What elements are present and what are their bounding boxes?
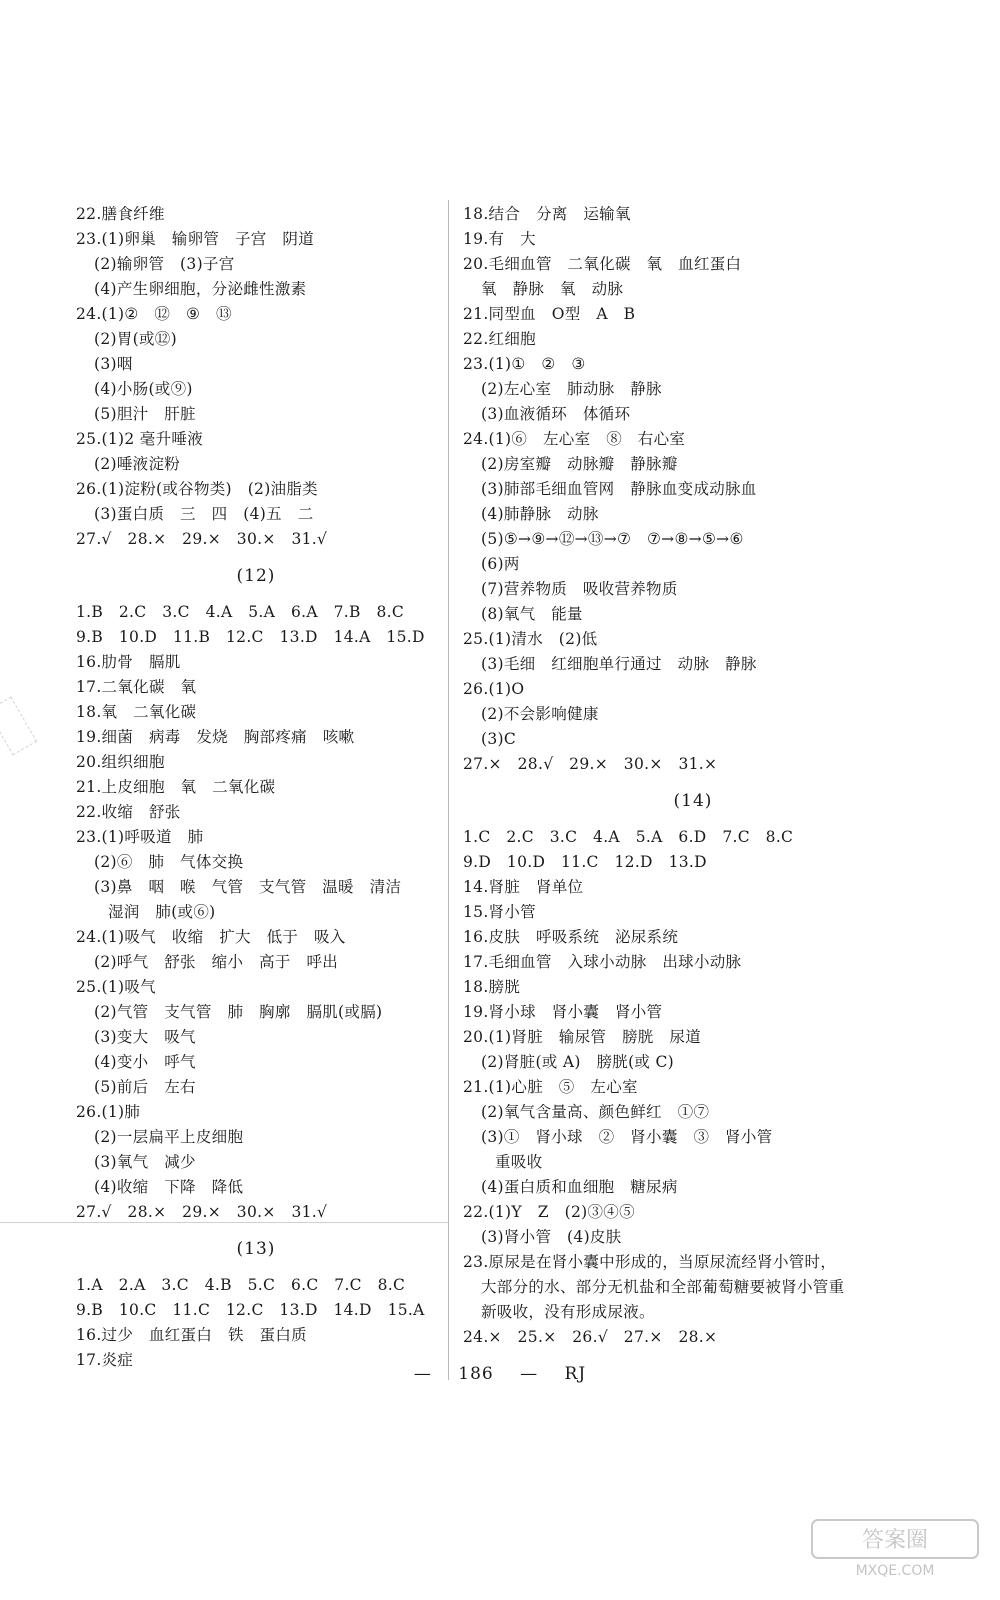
- answer-subline: (3)变大 吸气: [94, 1028, 196, 1046]
- answer-line: 19.肾小球 肾小囊 肾小管: [463, 1003, 663, 1021]
- answer-line: 24.(1)⑥ 左心室 ⑧ 右心室: [463, 430, 686, 448]
- answer-subline: (6)两: [481, 555, 520, 573]
- answer-line: 23.(1)卵巢 输卵管 子宫 阴道: [76, 230, 315, 248]
- answer-subline: (2)输卵管 (3)子宫: [94, 255, 235, 273]
- page-footer: [0, 1364, 1000, 1384]
- footer-dash-left: —: [413, 1364, 432, 1384]
- answer-line: 22.收缩 舒张: [76, 803, 181, 821]
- answer-line: 16.皮肤 呼吸系统 泌尿系统: [463, 928, 679, 946]
- answer-line: 1.B 2.C 3.C 4.A 5.A 6.A 7.B 8.C: [76, 603, 405, 621]
- answer-subline: (3)鼻 咽 喉 气管 支气管 温暖 清洁: [94, 878, 402, 896]
- answer-line: 24.× 25.× 26.√ 27.× 28.×: [463, 1328, 718, 1346]
- answer-subline: (4)肺静脉 动脉: [481, 505, 599, 523]
- answer-line: 20.(1)肾脏 输尿管 膀胱 尿道: [463, 1028, 702, 1046]
- left-column: [76, 202, 436, 1373]
- answer-line: 25.(1)清水 (2)低: [463, 630, 598, 648]
- answer-line: 21.(1)心脏 ⑤ 左心室: [463, 1078, 638, 1096]
- answer-line: 15.肾小管: [463, 903, 536, 921]
- answer-subline: (3)C: [481, 730, 517, 748]
- answer-subline: (2)氧气含量高、颜色鲜红 ①⑦: [481, 1103, 710, 1121]
- page-number: 186: [458, 1364, 494, 1384]
- answer-subline: (4)变小 呼气: [94, 1053, 196, 1071]
- answer-line: 1.C 2.C 3.C 4.A 5.A 6.D 7.C 8.C: [463, 828, 794, 846]
- answer-subline: (2)胃(或⑫): [94, 330, 177, 348]
- footer-dash-right: —: [520, 1364, 539, 1384]
- answer-line: 26.(1)肺: [76, 1103, 141, 1121]
- answer-subline: (4)蛋白质和血细胞 糖尿病: [481, 1178, 678, 1196]
- answer-subline: (3)蛋白质 三 四 (4)五 二: [94, 505, 314, 523]
- answer-subline: (5)胆汁 肝脏: [94, 405, 196, 423]
- answer-line: 20.毛细血管 二氧化碳 氧 血红蛋白: [463, 255, 742, 273]
- answer-line: 17.毛细血管 入球小动脉 出球小动脉: [463, 953, 742, 971]
- answer-subline: (2)不会影响健康: [481, 705, 599, 723]
- answer-subline: 湿润 肺(或⑥): [108, 903, 216, 921]
- right-column: [463, 202, 923, 1350]
- answer-line: 17.炎症: [76, 1351, 134, 1369]
- answer-line: 24.(1)② ⑫ ⑨ ⑬: [76, 305, 232, 323]
- answer-subline: 氧 静脉 氧 动脉: [481, 280, 624, 298]
- answer-subline: (4)收缩 下降 降低: [94, 1178, 244, 1196]
- answer-line: 22.膳食纤维: [76, 205, 165, 223]
- answer-subline: (5)前后 左右: [94, 1078, 196, 1096]
- answer-line: 16.肋骨 膈肌: [76, 653, 181, 671]
- answer-line: 17.二氧化碳 氧: [76, 678, 197, 696]
- answer-subline: (3)咽: [94, 355, 133, 373]
- column-divider: [448, 200, 449, 1380]
- section-heading: (13): [236, 1239, 276, 1259]
- answer-paragraph-first-line: 23.原尿是在肾小囊中形成的，当原尿流经肾小管时，: [463, 1253, 837, 1271]
- answer-line: 9.B 10.C 11.C 12.C 13.D 14.D 15.A: [76, 1301, 425, 1319]
- answer-line: 25.(1)吸气: [76, 978, 157, 996]
- answer-subline: (4)产生卵细胞，分泌雌性激素: [94, 280, 307, 298]
- answer-subline: (2)呼气 舒张 缩小 高于 呼出: [94, 953, 339, 971]
- answer-subline: (7)营养物质 吸收营养物质: [481, 580, 678, 598]
- section-heading: (14): [673, 791, 713, 811]
- answer-subline: (2)一层扁平上皮细胞: [94, 1128, 244, 1146]
- answer-subline: (2)左心室 肺动脉 静脉: [481, 380, 662, 398]
- answer-line: 18.氧 二氧化碳: [76, 703, 197, 721]
- answer-subline: (8)氧气 能量: [481, 605, 583, 623]
- answer-subline: (5)⑤→⑨→⑫→⑬→⑦ ⑦→⑧→⑤→⑥: [481, 530, 744, 548]
- answer-line: 27.√ 28.× 29.× 30.× 31.√: [76, 1203, 328, 1221]
- answer-subline: (2)肾脏(或 A) 膀胱(或 C): [481, 1053, 674, 1071]
- answer-line: 21.上皮细胞 氧 二氧化碳: [76, 778, 276, 796]
- answer-line: 21.同型血 O型 A B: [463, 305, 636, 323]
- answer-line: 23.(1)① ② ③: [463, 355, 586, 373]
- answer-line: 24.(1)吸气 收缩 扩大 低于 吸入: [76, 928, 346, 946]
- answer-line: 14.肾脏 肾单位: [463, 878, 584, 896]
- answer-line: 27.√ 28.× 29.× 30.× 31.√: [76, 530, 328, 548]
- answer-line: 25.(1)2 毫升唾液: [76, 430, 203, 448]
- answer-line: 18.膀胱: [463, 978, 521, 996]
- answer-subline: (3)肺部毛细血管网 静脉血变成动脉血: [481, 480, 757, 498]
- answer-subline: (4)小肠(或⑨): [94, 380, 193, 398]
- answer-line: 1.A 2.A 3.C 4.B 5.C 6.C 7.C 8.C: [76, 1276, 406, 1294]
- answer-line: 9.B 10.D 11.B 12.C 13.D 14.A 15.D: [76, 628, 425, 646]
- answer-line: 27.× 28.√ 29.× 30.× 31.×: [463, 755, 718, 773]
- answer-subline: (3)血液循环 体循环: [481, 405, 631, 423]
- answer-line: 20.组织细胞: [76, 753, 165, 771]
- answer-subline: (3)肾小管 (4)皮肤: [481, 1228, 622, 1246]
- answer-line: 16.过少 血红蛋白 铁 蛋白质: [76, 1326, 307, 1344]
- answer-subline: (3)① 肾小球 ② 肾小囊 ③ 肾小管: [481, 1128, 773, 1146]
- answer-paragraph-continuation: 大部分的水、部分无机盐和全部葡萄糖要被肾小管重新吸收，没有形成尿液。: [481, 1278, 845, 1321]
- answer-line: 19.细菌 病毒 发烧 胸部疼痛 咳嗽: [76, 728, 355, 746]
- answer-line: 19.有 大: [463, 230, 536, 248]
- answer-line: 22.(1)Y Z (2)③④⑤: [463, 1203, 635, 1221]
- answer-line: 23.(1)呼吸道 肺: [76, 828, 204, 846]
- answer-line: 18.结合 分离 运输氧: [463, 205, 631, 223]
- edition-code: RJ: [564, 1364, 587, 1384]
- answer-subline: (3)毛细 红细胞单行通过 动脉 静脉: [481, 655, 757, 673]
- watermark-text-url: MXQE.COM: [855, 1563, 935, 1579]
- answer-line: 22.红细胞: [463, 330, 536, 348]
- answer-subline: (2)唾液淀粉: [94, 455, 181, 473]
- answer-line: 26.(1)淀粉(或谷物类) (2)油脂类: [76, 480, 318, 498]
- corner-stamp-mark: [0, 696, 37, 755]
- answer-line: 9.D 10.D 11.C 12.D 13.D: [463, 853, 707, 871]
- answer-line: 26.(1)O: [463, 680, 525, 698]
- answer-subline: (2)气管 支气管 肺 胸廓 膈肌(或膈): [94, 1003, 383, 1021]
- answer-subline: (2)房室瓣 动脉瓣 静脉瓣: [481, 455, 678, 473]
- answer-subline: (3)氧气 减少: [94, 1153, 196, 1171]
- watermark-logo: [810, 1518, 980, 1580]
- answer-subline: (2)⑥ 肺 气体交换: [94, 853, 244, 871]
- answer-paragraph: [463, 1250, 848, 1325]
- watermark-text-main: 答案圈: [861, 1528, 929, 1553]
- section-heading: (12): [236, 566, 276, 586]
- answer-subline: 重吸收: [495, 1153, 543, 1171]
